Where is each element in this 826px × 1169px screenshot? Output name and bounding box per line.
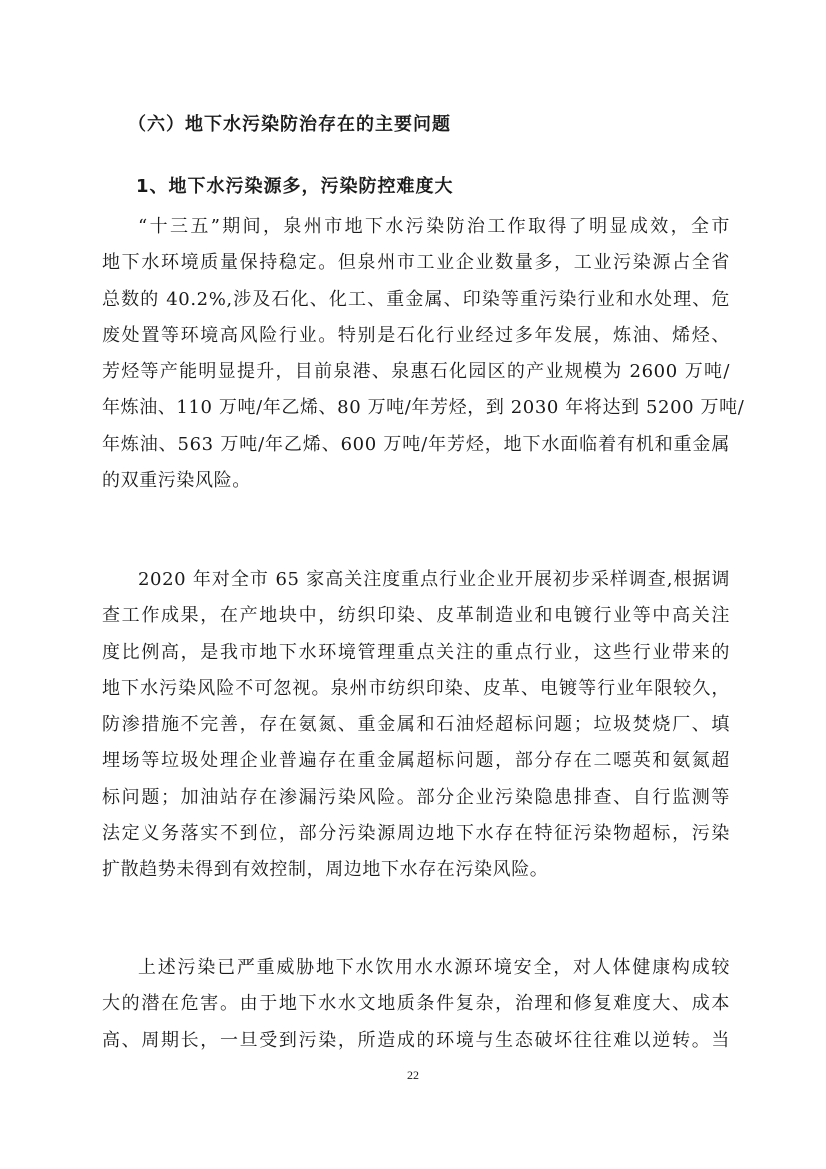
- paragraph-line: “十三五”期间，泉州市地下水污染防治工作取得了明显成效，全市: [138, 216, 730, 237]
- page-number: 22: [407, 1068, 419, 1082]
- paragraph-line: 高、周期长，一旦受到污染，所造成的环境与生态破坏往往难以逆转。当: [102, 1029, 730, 1051]
- paragraph-line: 上述污染已严重威胁地下水饮用水水源环境安全，对人体健康构成较: [138, 957, 730, 978]
- paragraph-line: 2020 年对全市 65 家高关注度重点行业企业开展初步采样调查,根据调: [138, 569, 730, 590]
- paragraph-line: 扩散趋势未得到有效控制，周边地下水存在污染风险。: [102, 859, 549, 881]
- paragraph-line: 总数的 40.2%,涉及石化、化工、重金属、印染等重污染行业和水处理、危: [102, 288, 730, 310]
- paragraph-2: [102, 562, 730, 889]
- paragraph-line: 度比例高，是我市地下水环境管理重点关注的重点行业，这些行业带来的: [102, 641, 730, 663]
- paragraph-line: 大的潜在危害。由于地下水水文地质条件复杂，治理和修复难度大、成本: [102, 993, 730, 1015]
- paragraph-line: 的双重污染风险。: [102, 470, 251, 492]
- paragraph-line: 标问题；加油站存在渗漏污染风险。部分企业污染隐患排查、自行监测等: [102, 786, 730, 808]
- paragraph-line: 芳烃等产能明显提升，目前泉港、泉惠石化园区的产业规模为 2600 万吨/: [102, 361, 730, 383]
- paragraph-line: 年炼油、563 万吨/年乙烯、600 万吨/年芳烃，地下水面临着有机和重金属: [102, 433, 730, 455]
- subsection-heading: 1、地下水污染源多，污染防控难度大: [136, 176, 454, 197]
- paragraph-line: 查工作成果，在产地块中，纺织印染、皮革制造业和电镀行业等中高关注: [102, 605, 730, 627]
- paragraph-line: 防渗措施不完善，存在氨氮、重金属和石油烃超标问题；垃圾焚烧厂、填: [102, 714, 730, 736]
- paragraph-line: 地下水污染风险不可忽视。泉州市纺织印染、皮革、电镀等行业年限较久，: [102, 677, 730, 699]
- paragraph-line: 地下水环境质量保持稳定。但泉州市工业企业数量多，工业污染源占全省: [102, 252, 730, 274]
- paragraph-line: 年炼油、110 万吨/年乙烯、80 万吨/年芳烃，到 2030 年将达到 5200 万吨/: [102, 397, 745, 419]
- section-heading: （六）地下水污染防治存在的主要问题: [128, 114, 451, 135]
- paragraph-line: 法定义务落实不到位，部分污染源周边地下水存在特征污染物超标，污染: [102, 823, 730, 845]
- paragraph-3: [102, 950, 730, 1059]
- paragraph-1: [102, 209, 745, 499]
- paragraph-line: 废处置等环境高风险行业。特别是石化行业经过多年发展，炼油、烯烃、: [102, 324, 730, 346]
- paragraph-line: 埋场等垃圾处理企业普遍存在重金属超标问题，部分存在二噁英和氨氮超: [102, 750, 730, 772]
